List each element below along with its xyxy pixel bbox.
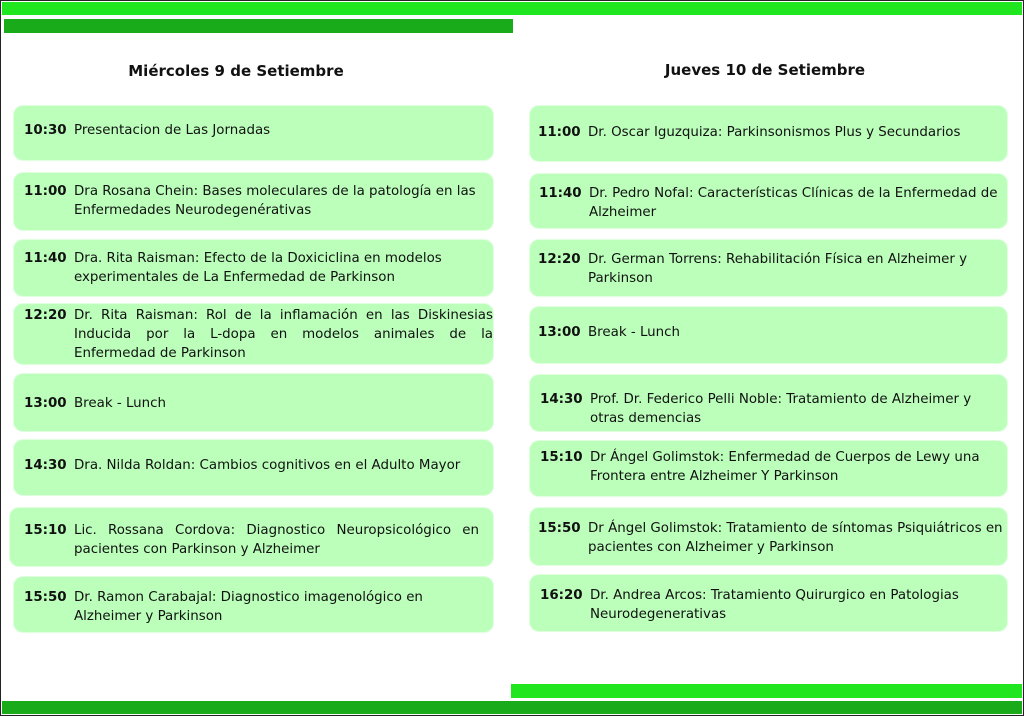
schedule-slot bbox=[14, 440, 493, 495]
schedule-slot bbox=[14, 304, 493, 364]
schedule-slot bbox=[530, 575, 1007, 631]
slot-description: Dra. Rita Raisman: Efecto de la Doxiciclina en modelos experimentales de La Enfermedad de Parkinson bbox=[74, 251, 442, 285]
schedule-slot bbox=[14, 106, 493, 160]
slot-description: Lic. Rossana Cordova: Diagnostico Neuropsicológico en pacientes con Parkinson y Alzheimer bbox=[74, 523, 479, 557]
schedule-slot bbox=[530, 375, 1007, 431]
schedule-slot bbox=[530, 307, 1007, 363]
schedule-slot bbox=[530, 508, 1007, 565]
slot-description: Presentacion de Las Jornadas bbox=[74, 123, 271, 138]
slot-time: 14:30 bbox=[540, 392, 583, 407]
slot-time: 16:20 bbox=[540, 588, 583, 603]
left-green-bar bbox=[4, 19, 513, 33]
slot-time: 13:00 bbox=[538, 325, 581, 340]
slot-description: Break - Lunch bbox=[588, 325, 680, 340]
slot-time: 15:10 bbox=[540, 450, 583, 465]
schedule-slot bbox=[14, 240, 493, 296]
slot-time: 10:30 bbox=[24, 123, 67, 138]
slot-description: Dr. Andrea Arcos: Tratamiento Quirurgico en Patologias Neurodegenerativas bbox=[590, 588, 959, 622]
day-title-wednesday: Miércoles 9 de Setiembre bbox=[128, 62, 344, 80]
schedule-slot bbox=[530, 441, 1007, 496]
right-bottom-green-bar bbox=[511, 684, 1022, 698]
slot-description: Dr. Pedro Nofal: Características Clínicas de la Enfermedad de Alzheimer bbox=[589, 186, 998, 220]
slot-description: Dr. Ramon Carabajal: Diagnostico imagenológico en Alzheimer y Parkinson bbox=[74, 590, 423, 624]
slot-description: Dr Ángel Golimstok: Tratamiento de síntomas Psiquiátricos en pacientes con Alzheimer y Parkinson bbox=[588, 521, 1003, 555]
slot-time: 15:50 bbox=[538, 521, 581, 536]
slot-description: Prof. Dr. Federico Pelli Noble: Tratamiento de Alzheimer y otras demencias bbox=[590, 392, 972, 426]
slot-description: Dr. Rita Raisman: Rol de la inflamación en las Diskinesias Inducida por la L-dopa en modelos animales de la Enfermedad de Parkinson bbox=[74, 308, 493, 361]
schedule-slot bbox=[14, 173, 493, 230]
slot-time: 12:20 bbox=[24, 308, 67, 323]
slot-description: Dra. Nilda Roldan: Cambios cognitivos en el Adulto Mayor bbox=[74, 458, 461, 473]
slot-description: Break - Lunch bbox=[74, 396, 166, 411]
slot-description: Dr. Oscar Iguzquiza: Parkinsonismos Plus y Secundarios bbox=[588, 125, 961, 140]
schedule-slot bbox=[530, 240, 1007, 296]
slot-time: 15:50 bbox=[24, 590, 67, 605]
schedule-slot bbox=[14, 577, 493, 632]
schedule-slot bbox=[530, 174, 1007, 228]
schedule-slot bbox=[10, 508, 493, 566]
slot-description: Dr Ángel Golimstok: Enfermedad de Cuerpos de Lewy una Frontera entre Alzheimer Y Parkinson bbox=[590, 450, 980, 484]
slot-time: 15:10 bbox=[24, 523, 67, 538]
slot-time: 11:00 bbox=[538, 125, 581, 140]
slot-time: 13:00 bbox=[24, 396, 67, 411]
slot-time: 12:20 bbox=[538, 252, 581, 267]
bottom-green-bar bbox=[2, 701, 1022, 714]
slot-description: Dra Rosana Chein: Bases moleculares de la patología en las Enfermedades Neurodegenérativas bbox=[74, 184, 476, 218]
top-green-bar bbox=[2, 2, 1022, 15]
slot-description: Dr. German Torrens: Rehabilitación Física en Alzheimer y Parkinson bbox=[588, 252, 968, 286]
day-title-thursday: Jueves 10 de Setiembre bbox=[664, 61, 866, 79]
slot-time: 14:30 bbox=[24, 458, 67, 473]
slot-time: 11:00 bbox=[24, 184, 67, 199]
slot-time: 11:40 bbox=[539, 186, 582, 201]
schedule-slot bbox=[14, 374, 493, 431]
schedule-slot bbox=[530, 106, 1007, 161]
slot-time: 11:40 bbox=[24, 251, 67, 266]
